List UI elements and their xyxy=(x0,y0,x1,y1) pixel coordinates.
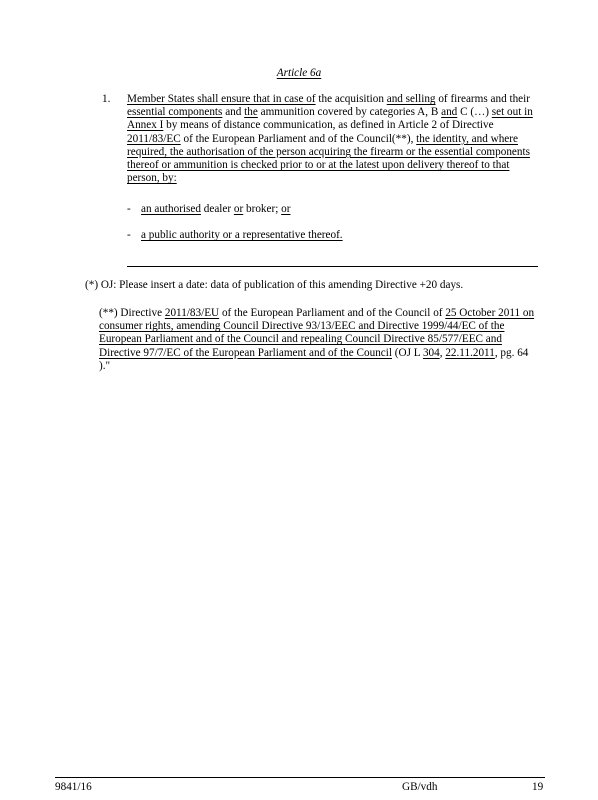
dash-item-dealer xyxy=(127,203,290,216)
text-run: of the European Parliament and of the Council(**), xyxy=(180,132,417,145)
text-run: and xyxy=(222,106,245,119)
underlined-text: the xyxy=(244,106,258,119)
text-run: (**) Directive xyxy=(99,307,165,319)
underlined-text: 25 October 2011 on consumer rights, amending Council Directive 93/13/EEC and Directive 1999/44/EC of the European Parliament and of the Council and repealing Council Directive 85/577/EEC and Directive 97/7/EC of the European Parliament and of the Council xyxy=(99,307,535,359)
underlined-text: or xyxy=(281,203,291,215)
underlined-text: essential components xyxy=(127,106,223,119)
dash-item-text xyxy=(141,229,343,241)
underlined-text: 304 xyxy=(422,346,440,359)
text-run: dealer xyxy=(200,203,234,215)
underlined-text: an authorised xyxy=(141,203,201,215)
footer-initials: GB/vdh xyxy=(402,781,438,793)
underlined-text: 2011/83/EU xyxy=(164,307,220,319)
underlined-text: 2011/83/EC xyxy=(127,132,181,145)
footnote-2 xyxy=(99,307,539,373)
underlined-text: Member States shall ensure that in case of xyxy=(127,93,316,105)
underlined-text: a public authority or a representative thereof. xyxy=(141,229,343,241)
underlined-text: and selling xyxy=(386,93,436,105)
dash-item-text xyxy=(141,203,290,215)
text-run: (*) OJ: Please insert a date: data of publication of this amending Directive +20 days. xyxy=(85,279,464,291)
text-run: broker; xyxy=(243,203,282,215)
underlined-text: and xyxy=(441,106,458,119)
footer-page-number: 19 xyxy=(532,781,544,793)
footer-rule xyxy=(55,777,545,778)
text-run: of firearms and their xyxy=(435,93,530,105)
text-run: the acquisition xyxy=(315,93,387,105)
article-title: Article 6a xyxy=(276,67,322,79)
footnote-1 xyxy=(85,279,545,292)
footer-doc-number: 9841/16 xyxy=(55,781,92,793)
text-run: (OJ L xyxy=(391,346,423,359)
text-run: , pg. 64 )." xyxy=(99,346,529,372)
text-run: , xyxy=(439,346,446,359)
item-number: 1. xyxy=(102,93,111,105)
dash-marker: - xyxy=(127,229,131,241)
item-1-paragraph xyxy=(127,93,542,185)
underlined-text: the identity, and where required, the authorisation of the person acquiring the firearm or the essential components thereof or ammunition is checked prior to or at the latest upon delivery thereof to that person, by: xyxy=(127,132,530,185)
underlined-text: 22.11.2011 xyxy=(445,346,495,359)
underlined-text: or xyxy=(233,203,244,215)
text-run: by means of distance communication, as defined in Article 2 of Directive xyxy=(163,119,494,132)
underlined-text: set out in Annex I xyxy=(127,106,533,132)
text-run: ammunition covered by categories A, B xyxy=(257,106,442,119)
dash-item-authority xyxy=(127,229,343,242)
text-run: of the European Parliament and of the Council of xyxy=(219,307,446,319)
text-run: C (…) xyxy=(457,106,492,119)
footnote-separator xyxy=(127,266,538,267)
dash-marker: - xyxy=(127,203,131,215)
